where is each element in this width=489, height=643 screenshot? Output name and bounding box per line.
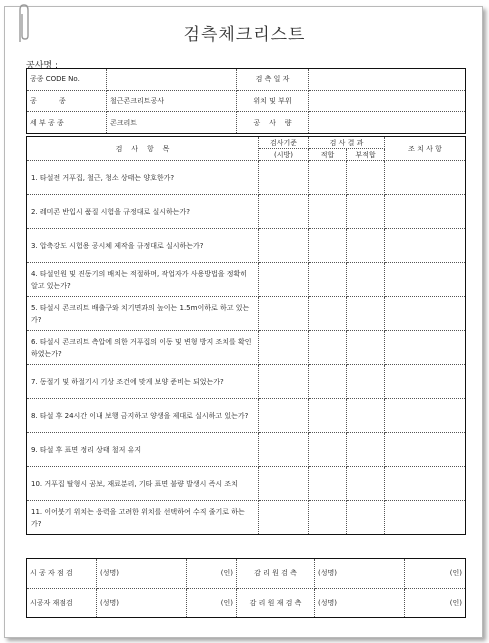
signature-table (26, 558, 466, 618)
standard-cell[interactable] (259, 229, 309, 263)
checklist-row (27, 365, 466, 399)
ok-cell[interactable] (309, 161, 347, 195)
signature-row (27, 588, 466, 618)
checklist-item: 9. 타설 후 표면 정리 상태 철저 유지 (27, 433, 259, 467)
ng-cell[interactable] (347, 161, 385, 195)
action-cell[interactable] (385, 467, 466, 501)
signature-row (27, 559, 466, 589)
signature-label: 시 공 자 점 검 (27, 559, 97, 589)
action-cell[interactable] (385, 433, 466, 467)
checklist-row (27, 195, 466, 229)
ok-cell[interactable] (309, 331, 347, 365)
site-name-label: 공사명 : (26, 61, 58, 71)
standard-cell[interactable] (259, 365, 309, 399)
action-cell[interactable] (385, 501, 466, 535)
checklist-row (27, 399, 466, 433)
action-cell[interactable] (385, 399, 466, 433)
ng-cell[interactable] (347, 229, 385, 263)
ng-cell[interactable] (347, 399, 385, 433)
checklist-item: 8. 타설 후 24시간 이내 보행 금지하고 양생을 제대로 실시하고 있는가? (27, 399, 259, 433)
standard-cell[interactable] (259, 195, 309, 229)
action-cell[interactable] (385, 195, 466, 229)
signature-name-field[interactable]: (성명) (315, 588, 405, 618)
action-cell[interactable] (385, 365, 466, 399)
signature-label: 감 리 원 검 측 (237, 559, 315, 589)
column-header-ng: 부적합 (347, 149, 385, 161)
checklist-row (27, 433, 466, 467)
seal-field[interactable]: (인) (187, 559, 237, 589)
checklist-row (27, 161, 466, 195)
action-cell[interactable] (385, 229, 466, 263)
checklist-item: 6. 타설시 콘크리트 측압에 의한 거푸집의 이동 및 변형 방지 조치를 확인하였는가? (27, 331, 259, 365)
action-cell[interactable] (385, 331, 466, 365)
standard-cell[interactable] (259, 467, 309, 501)
header-label: 공종 CODE No. (27, 69, 107, 91)
checklist-row (27, 467, 466, 501)
checklist-item: 3. 압축강도 시험용 공시체 제작을 규정대로 실시하는가? (27, 229, 259, 263)
checklist-table (26, 136, 466, 535)
ok-cell[interactable] (309, 467, 347, 501)
checklist-item: 11. 이어붓기 위치는 응력을 고려한 위치를 선택하여 수직 줄기로 하는가? (27, 501, 259, 535)
standard-cell[interactable] (259, 399, 309, 433)
standard-cell[interactable] (259, 263, 309, 297)
ok-cell[interactable] (309, 433, 347, 467)
header-table (26, 68, 466, 134)
ng-cell[interactable] (347, 501, 385, 535)
ng-cell[interactable] (347, 365, 385, 399)
header-value (309, 112, 466, 134)
column-header-action: 조 치 사 항 (385, 137, 466, 161)
ok-cell[interactable] (309, 365, 347, 399)
header-value: 콘크리트 (107, 112, 237, 134)
seal-field[interactable]: (인) (187, 588, 237, 618)
action-cell[interactable] (385, 161, 466, 195)
signature-name-field[interactable]: (성명) (315, 559, 405, 589)
ng-cell[interactable] (347, 263, 385, 297)
ng-cell[interactable] (347, 331, 385, 365)
action-cell[interactable] (385, 263, 466, 297)
checklist-row (27, 501, 466, 535)
signature-name-field[interactable]: (성명) (97, 559, 187, 589)
seal-field[interactable]: (인) (405, 588, 466, 618)
header-label: 검 측 일 자 (237, 69, 309, 91)
column-header-ok: 적합 (309, 149, 347, 161)
header-label: 세 부 공 종 (27, 112, 107, 134)
ng-cell[interactable] (347, 467, 385, 501)
checklist-row (27, 297, 466, 331)
ok-cell[interactable] (309, 297, 347, 331)
header-value (309, 69, 466, 91)
header-label: 공 사 량 (237, 112, 309, 134)
signature-label: 감 리 원 재 검 측 (237, 588, 315, 618)
checklist-item: 10. 거푸집 탈형시 곰보, 재료분리, 기타 표면 불량 발생시 즉시 조치 (27, 467, 259, 501)
signature-name-field[interactable]: (성명) (97, 588, 187, 618)
ng-cell[interactable] (347, 195, 385, 229)
ok-cell[interactable] (309, 399, 347, 433)
checklist-row (27, 229, 466, 263)
standard-cell[interactable] (259, 501, 309, 535)
signature-label: 시공자 재점검 (27, 588, 97, 618)
header-value (309, 90, 466, 112)
checklist-item: 5. 타설시 콘크리트 배출구와 치기면과의 높이는 1.5m이하로 하고 있는가? (27, 297, 259, 331)
seal-field[interactable]: (인) (405, 559, 466, 589)
standard-cell[interactable] (259, 433, 309, 467)
ok-cell[interactable] (309, 501, 347, 535)
ng-cell[interactable] (347, 297, 385, 331)
checklist-row (27, 263, 466, 297)
column-header-standard-sub: (시방) (259, 149, 309, 161)
checklist-row (27, 331, 466, 365)
header-row (27, 90, 466, 112)
header-value: 철근콘크리트공사 (107, 90, 237, 112)
column-header-result: 검 사 결 과 (309, 137, 385, 149)
checklist-item: 1. 타설전 거푸집, 철근, 청소 상태는 양호한가? (27, 161, 259, 195)
ok-cell[interactable] (309, 195, 347, 229)
checklist-item: 2. 레미콘 반입시 품질 시험을 규정대로 실시하는가? (27, 195, 259, 229)
standard-cell[interactable] (259, 331, 309, 365)
header-row (27, 112, 466, 134)
header-row (27, 69, 466, 91)
checklist-item: 4. 타설인원 및 진동기의 배치는 적절하며, 작업자가 사용방법을 정확히 알고 있는가? (27, 263, 259, 297)
ok-cell[interactable] (309, 229, 347, 263)
ok-cell[interactable] (309, 263, 347, 297)
page-title: 검측체크리스트 (183, 25, 306, 45)
standard-cell[interactable] (259, 161, 309, 195)
checklist-item: 7. 동절기 및 하절기시 기상 조건에 맞게 보양 준비는 되었는가? (27, 365, 259, 399)
standard-cell[interactable] (259, 297, 309, 331)
checklist-header-row (27, 137, 466, 149)
action-cell[interactable] (385, 297, 466, 331)
header-value (107, 69, 237, 91)
header-label: 공 종 (27, 90, 107, 112)
column-header-standard: 검사기준 (259, 137, 309, 149)
column-header-item: 검 사 항 목 (27, 137, 259, 161)
header-label: 위치 및 부위 (237, 90, 309, 112)
ng-cell[interactable] (347, 433, 385, 467)
